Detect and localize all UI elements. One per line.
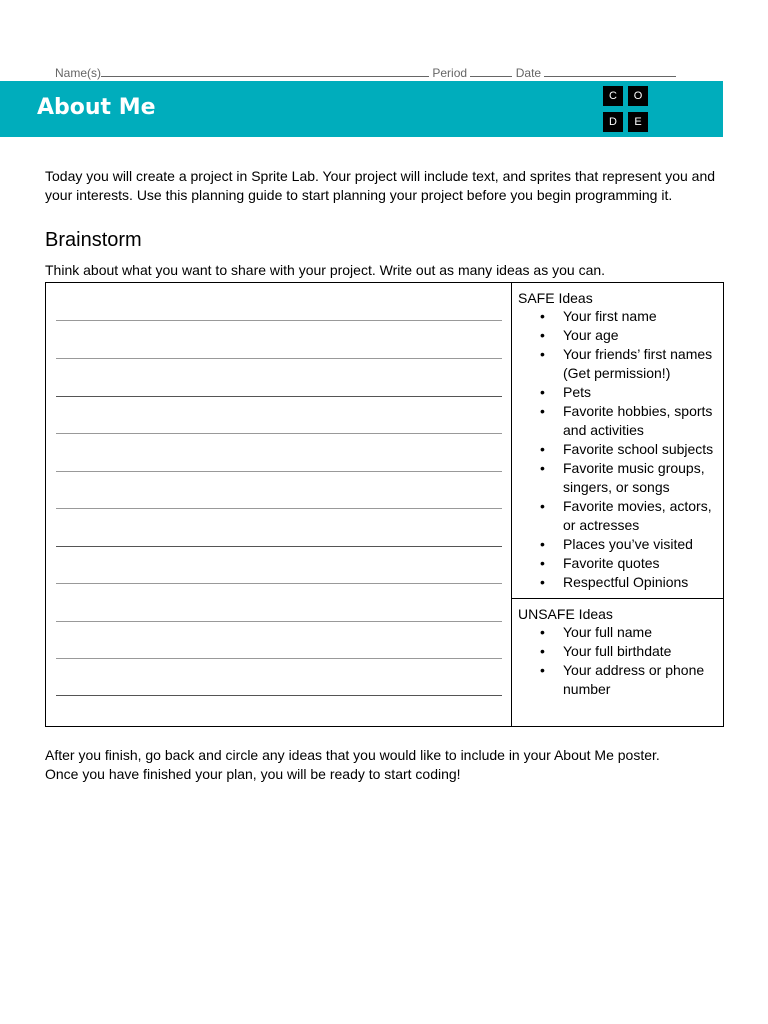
ideas-column: [512, 283, 723, 726]
names-label: Name(s): [55, 66, 102, 80]
writing-line: [56, 471, 502, 472]
safe-idea-item: • Your first name: [518, 307, 717, 326]
period-label: Period: [432, 66, 468, 80]
safe-idea-item: • Favorite movies, actors, or actresses: [518, 497, 717, 535]
intro-paragraph: Today you will create a project in Sprite Lab. Your project will include text, and sprites that represent you and your interests. Use this planning guide to start planning your project before you begin programming it.: [45, 168, 716, 203]
safe-ideas-box: [512, 283, 723, 599]
logo-letter-c: C: [603, 86, 623, 106]
unsafe-ideas-list: [518, 623, 717, 699]
unsafe-idea-item: • Your full birthdate: [518, 642, 717, 661]
logo-letter-d: D: [603, 112, 623, 132]
safe-ideas-list: [518, 307, 717, 592]
safe-idea-item: • Respectful Opinions: [518, 573, 717, 592]
writing-line: [56, 396, 502, 397]
safe-idea-item: • Favorite music groups, singers, or songs: [518, 459, 717, 497]
safe-idea-item: • Favorite hobbies, sports and activities: [518, 402, 717, 440]
date-blank: [544, 64, 676, 77]
writing-line: [56, 695, 502, 696]
page-title: About Me: [37, 95, 156, 120]
period-blank: [470, 64, 512, 77]
writing-line: [56, 583, 502, 584]
safe-idea-item: • Your friends’ first names (Get permission!): [518, 345, 717, 383]
safe-idea-item: • Pets: [518, 383, 717, 402]
closing-line-1: After you finish, go back and circle any ideas that you would like to include in your About Me poster.: [45, 747, 660, 763]
unsafe-ideas-box: [512, 599, 723, 726]
closing-line-2: Once you have finished your plan, you will be ready to start coding!: [45, 766, 461, 782]
safe-idea-item: • Favorite school subjects: [518, 440, 717, 459]
code-logo: [603, 86, 648, 132]
brainstorm-table: [45, 282, 724, 727]
names-blank: [101, 64, 429, 77]
header-fields: [55, 64, 676, 80]
safe-ideas-title: SAFE Ideas: [518, 290, 593, 306]
safe-idea-item: • Your age: [518, 326, 717, 345]
brainstorm-prompt: Think about what you want to share with your project. Write out as many ideas as you can.: [45, 262, 606, 278]
brainstorm-heading: Brainstorm: [45, 229, 142, 251]
safe-idea-item: • Places you’ve visited: [518, 535, 717, 554]
writing-area: [46, 283, 512, 726]
title-banner: [0, 81, 723, 137]
writing-line: [56, 621, 502, 622]
safe-idea-item: • Favorite quotes: [518, 554, 717, 573]
unsafe-ideas-title: UNSAFE Ideas: [518, 606, 613, 622]
logo-letter-e: E: [628, 112, 648, 132]
logo-letter-o: O: [628, 86, 648, 106]
writing-line: [56, 658, 502, 659]
unsafe-idea-item: • Your full name: [518, 623, 717, 642]
unsafe-idea-item: • Your address or phone number: [518, 661, 717, 699]
writing-line: [56, 433, 502, 434]
date-label: Date: [515, 66, 542, 80]
writing-line: [56, 358, 502, 359]
closing-instructions: [45, 746, 725, 784]
writing-line: [56, 508, 502, 509]
writing-line: [56, 320, 502, 321]
writing-line: [56, 546, 502, 547]
